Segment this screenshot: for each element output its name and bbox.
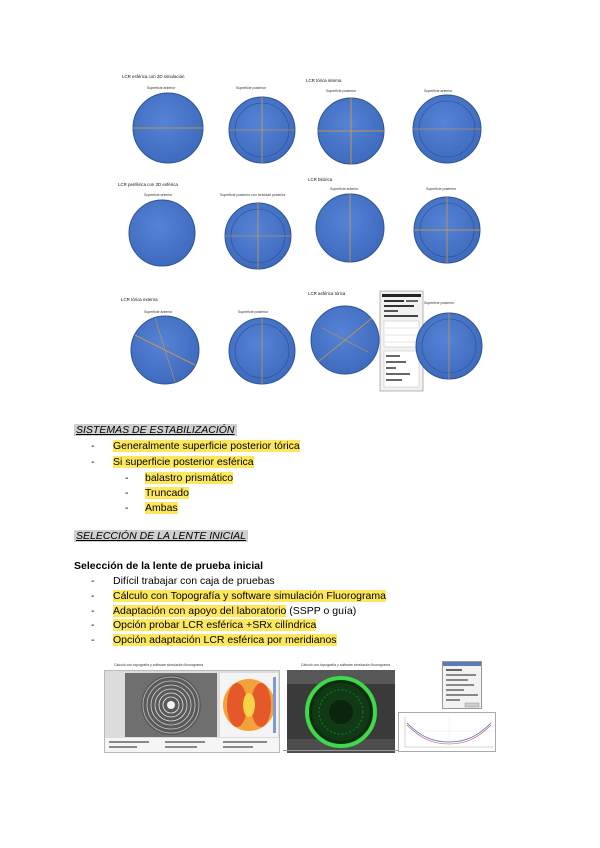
list-dash: - xyxy=(91,619,95,631)
list-subitem xyxy=(125,502,178,514)
list-dash: - xyxy=(125,487,129,499)
panel-label: Superficie anterior xyxy=(147,86,176,90)
figure-section-title: LCR esférica con 2D simulación xyxy=(122,74,185,79)
list-item xyxy=(91,440,300,452)
lens-diagram xyxy=(413,95,481,163)
figure-caption: Cálculo con topografía y software simulación fluorograma xyxy=(114,663,204,667)
lens-diagram xyxy=(316,194,384,262)
lens-diagram xyxy=(416,313,482,379)
figure-caption: Cálculo con topografía y software simulación fluorograma xyxy=(301,663,391,667)
panel-label: Superficie anterior xyxy=(144,193,173,197)
list-item xyxy=(91,575,275,587)
list-item xyxy=(91,619,316,631)
profile-graph-plot xyxy=(399,713,496,752)
list-item-text: Ambas xyxy=(145,502,178,514)
lens-diagram xyxy=(129,200,195,266)
software-window xyxy=(442,661,482,709)
list-item xyxy=(91,605,356,617)
lens-diagram xyxy=(133,93,203,163)
list-dash: - xyxy=(91,456,95,468)
list-subitem xyxy=(125,472,233,484)
lens-diagram xyxy=(229,318,295,384)
list-dash: - xyxy=(91,590,95,602)
lens-diagram xyxy=(229,97,295,163)
software-window-content xyxy=(443,662,482,709)
figure-section-title: LCR bitórica xyxy=(308,177,333,182)
lens-diagram xyxy=(225,203,291,269)
list-subitem xyxy=(125,487,189,499)
panel-label: Superficie anterior xyxy=(330,187,359,191)
list-item-text: Si superficie posterior esférica xyxy=(113,456,254,468)
list-dash: - xyxy=(91,575,95,587)
list-dash: - xyxy=(91,634,95,646)
list-dash: - xyxy=(91,605,95,617)
list-item-text: Cálculo con Topografía y software simulación Fluorograma xyxy=(113,590,386,602)
panel-label: Superficie posterior xyxy=(238,310,269,314)
panel-label: Superficie posterior xyxy=(426,187,457,191)
lens-diagram xyxy=(311,306,379,374)
figure-section-title: LCR periférica con 2D esférica xyxy=(118,182,178,187)
panel-label: Superficie posterior con toricidad posterior xyxy=(220,193,286,197)
panel-label: Superficie anterior xyxy=(144,310,173,314)
section-heading: SISTEMAS DE ESTABILIZACIÓN xyxy=(76,424,235,436)
figure-section-title: LCR asférica tórica xyxy=(308,291,346,296)
list-item-text: Opción probar LCR esférica +SRx cilíndrica xyxy=(113,619,317,631)
list-item xyxy=(91,634,337,646)
lens-diagram xyxy=(318,98,384,164)
panel-label: Superficie posterior xyxy=(236,86,267,90)
list-item-text: Difícil trabajar con caja de pruebas xyxy=(113,575,275,587)
lens-diagram xyxy=(414,197,480,263)
profile-graph xyxy=(398,712,496,752)
list-item-text: Opción adaptación LCR esférica por meridianos xyxy=(113,634,337,646)
figure-section-title: LCR tórica externa xyxy=(121,297,158,302)
list-item-text: Truncado xyxy=(145,487,189,499)
list-item-text: balastro prismático xyxy=(145,472,234,484)
panel-label: Superficie anterior xyxy=(424,89,453,93)
list-dash: - xyxy=(125,472,129,484)
panel-label: Superficie posterior xyxy=(424,301,455,305)
list-dash: - xyxy=(125,502,129,514)
topography-image xyxy=(105,671,280,753)
fluorogram-simulation xyxy=(287,670,395,753)
lens-simulation-figure xyxy=(0,0,600,400)
list-item-extra: (SSPP o guía) xyxy=(286,605,357,617)
topography-screenshot xyxy=(104,670,280,753)
list-dash: - xyxy=(91,440,95,452)
section-heading: SELECCIÓN DE LA LENTE INICIAL xyxy=(76,530,246,542)
fluorogram-image xyxy=(287,670,395,753)
list-item-text: Generalmente superficie posterior tórica xyxy=(113,440,300,452)
subsection-title: Selección de la lente de prueba inicial xyxy=(74,560,264,572)
lens-diagram xyxy=(131,316,199,384)
panel-label: Superficie posterior xyxy=(326,89,357,93)
figure-section-title: LCR tórica interna xyxy=(306,78,342,83)
list-item xyxy=(91,590,386,602)
list-item-text: Adaptación con apoyo del laboratorio xyxy=(113,605,287,617)
list-item xyxy=(91,456,254,468)
